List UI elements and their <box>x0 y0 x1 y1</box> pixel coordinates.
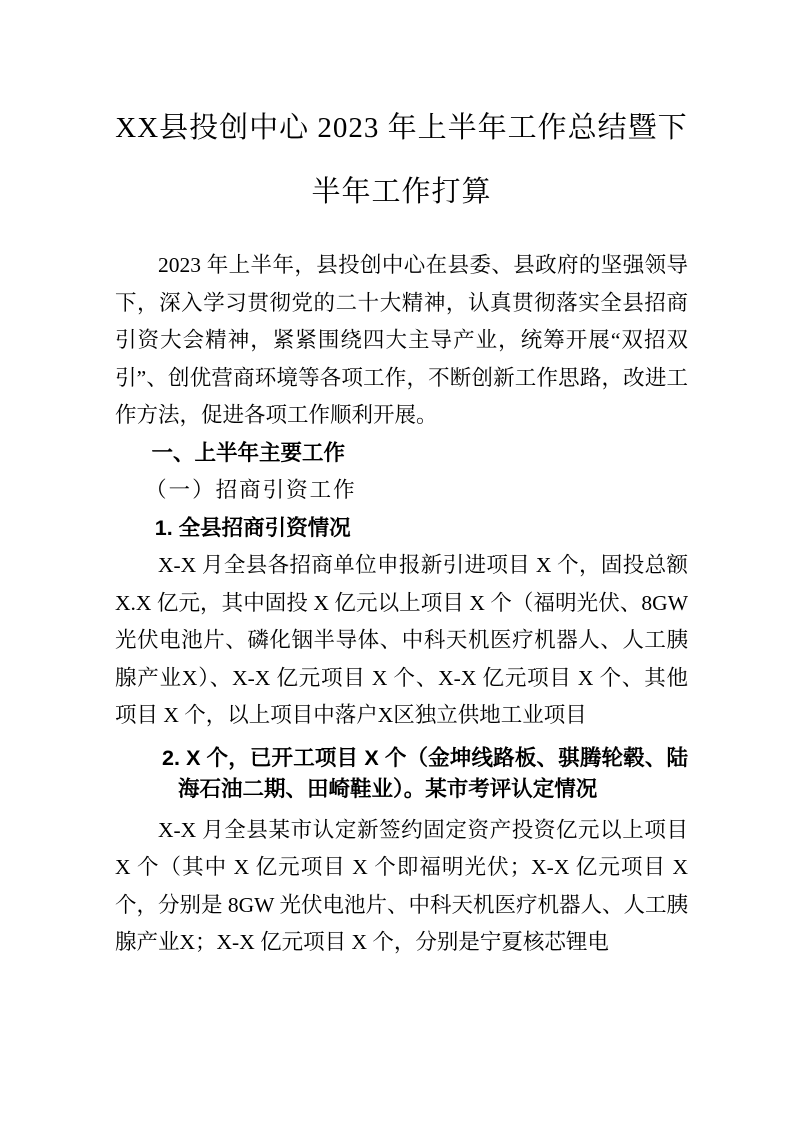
item1-heading: 1. 全县招商引资情况 <box>154 515 351 540</box>
item2-heading: 2. X 个，已开工项目 X 个（金坤线路板、骐腾轮毂、陆海石油二期、田崎鞋业）。某市考评认定情况 <box>162 745 688 801</box>
item2-paragraph: X-X 月全县某市认定新签约固定资产投资亿元以上项目 X 个（其中 X 亿元项目 X 个即福明光伏；X-X 亿元项目 X 个，分别是 8GW 光伏电池片、中科天机医疗机器人、人工胰腺产业X；X-X 亿元项目 X 个，分别是宁夏核芯锂电 <box>115 817 688 954</box>
intro-paragraph: 2023 年上半年，县投创中心在县委、县政府的坚强领导下，深入学习贯彻党的二十大精神，认真贯彻落实全县招商引资大会精神，紧紧围绕四大主导产业，统筹开展“双招双引”、创优营商环境等各项工作，不断创新工作思路，改进工作方法，促进各项工作顺利开展。 <box>115 253 688 427</box>
section1-heading: 一、上半年主要工作 <box>151 440 346 465</box>
document-title-line-1: XX县投创中心 2023 年上半年工作总结暨下 <box>115 112 688 144</box>
document-title <box>115 96 688 224</box>
item1-paragraph: X-X 月全县各招商单位申报新引进项目 X 个，固投总额 X.X 亿元，其中固投 X 亿元以上项目 X 个（福明光伏、8GW 光伏电池片、磷化铟半导体、中科天机医疗机器人、人工胰腺产业X）、X-X 亿元项目 X 个、X-X 亿元项目 X 个、其他项目 X 个，以上项目中落户X区独立供地工业项目 <box>115 553 688 727</box>
section1-sub1-heading: （一）招商引资工作 <box>145 478 357 502</box>
document-title-line-2: 半年工作打算 <box>311 176 492 208</box>
